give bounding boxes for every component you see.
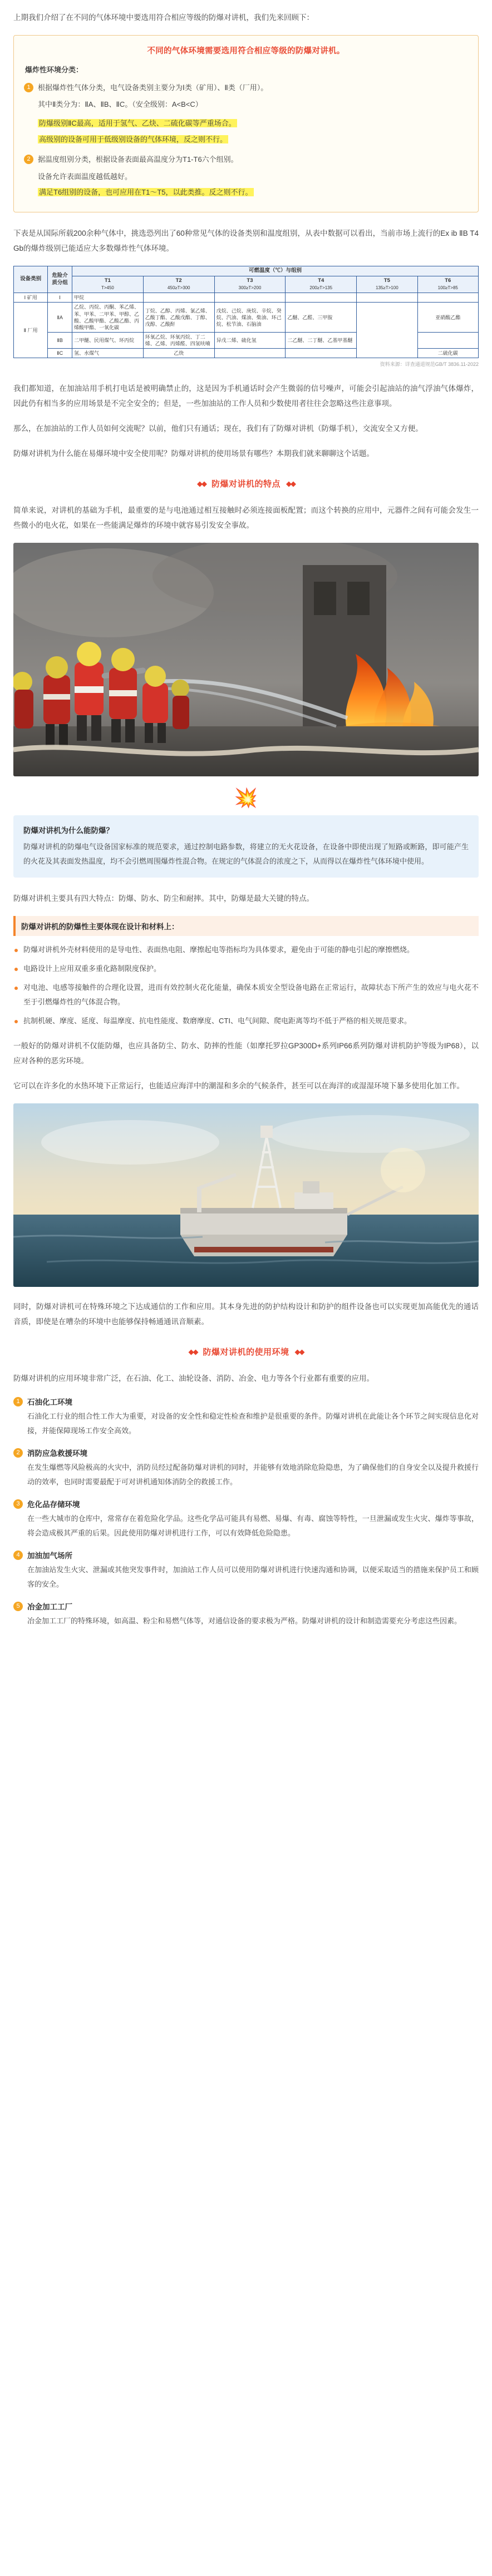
bluebox-title: 防爆对讲机为什么能防爆？ <box>23 826 114 835</box>
cell-t1: 乙烷、丙烷、丙酮、苯乙烯、苯、甲苯、二甲苯、甲醇、乙酸、乙酸甲酯、乙酸乙酯、丙烯酸甲酯、一氧化碳 <box>72 303 144 333</box>
section-title: 防爆对讲机的使用环境 <box>203 1348 289 1358</box>
offshore-platform-illustration <box>13 1103 479 1287</box>
list-item <box>13 1447 479 1489</box>
industry-body: 在发生爆燃等风险极高的火灾中，消防员经过配备防爆对讲机的同时，并能够有效地消除危险隐患，为了确保他们的自身安全以及提升救援行动的效率，也同时需要最配于可对讲机通知体消防全的救援工作。 <box>27 1463 479 1487</box>
cell-t1: 甲烷 <box>72 293 144 303</box>
paragraph-4: 它可以在许多化的水热环境下正常运行，也能适应海洋中的潮湿和多余的气候条件，甚至可以在海洋的或湿湿环境下暴多使用化加工作。 <box>13 1082 464 1091</box>
cell-group: ⅡB <box>48 333 72 349</box>
table-caption-text: 下表是从国际所载200余种气体中，挑选恐列出了60种常见气体的设备类别和温度组别，从表中数据可以看出，当前市场上流行的Ex ib ⅡB T4 Gb的爆炸级别已能适应大多数爆炸性气体环境。 <box>13 229 479 252</box>
cell-t1: 二甲醚、民用煤气、环丙烷 <box>72 333 144 349</box>
cell-group: Ⅰ <box>48 293 72 303</box>
table-source: 资料来源：详查通道规范GB/T 3836.11-2022 <box>380 361 479 368</box>
highlight-text: 防爆级别ⅡC最高，适用于氢气、乙炔、二硫化碳等严重场合。 <box>39 119 236 128</box>
industry-title: 冶金加工工厂 <box>27 1603 72 1612</box>
callout-item-1-line-2 <box>38 133 468 147</box>
callout-subtitle: 爆炸性环境分类： <box>25 66 83 74</box>
why-explosion-proof-box <box>13 815 479 878</box>
callout-item-2-text: 据温度组别分类，根据设备表面最高温度分为T1-T6六个组别。 <box>38 155 238 164</box>
section-1-paragraph: 简单来说，对讲机的基础为手机，最重要的是与电池通过相互接触时必须连接面板配置；而这个转换的应用中，元器件之间有可能会发生一些微小的电火花，如果在一些能满足爆炸的环境中就容易引发安全事故。 <box>13 506 479 530</box>
cell-t4 <box>286 349 357 358</box>
industry-title: 石油化工环境 <box>27 1398 72 1407</box>
number-badge-icon: 5 <box>13 1602 23 1611</box>
cell-t2: 环氧乙烷、环氧丙烷、丁二烯、乙烯、丙烯醛、四氢呋喃 <box>143 333 214 349</box>
th-category: 设备类别 <box>14 266 48 293</box>
th-t4: T4 200≥T>135 <box>286 276 357 293</box>
cell-t3 <box>214 349 286 358</box>
th-temp-groups: 可燃温度（℃）与组别 <box>72 266 479 276</box>
cell-t3: 异戊二烯、硫化氢 <box>214 333 286 349</box>
paragraph-2: 那么，在加油站的工作人员如何交流呢？以前，他们只有通话；现在，我们有了防爆对讲机（防爆手机），交流安全又方便。 <box>13 424 423 433</box>
paragraph-3: 一般好的防爆对讲机不仅能防爆，也应具备防尘、防水、防摔的性能（如摩托罗拉GP300D+系列IP66系列防爆对讲机防护等级为IP68），以应对各种的恶劣环境。 <box>13 1042 479 1066</box>
industry-title: 消防应急救援环境 <box>27 1449 87 1458</box>
section-heading-environments <box>13 1346 479 1358</box>
number-badge-icon: 4 <box>13 1550 23 1560</box>
cell-t2 <box>143 293 214 303</box>
callout-title: 不同的气体环境需要选用符合相应等级的防爆对讲机。 <box>147 47 345 56</box>
cell-t3: 戊烷、己烷、庚烷、辛烷、癸烷、汽油、煤油、柴油、环己烷、松节油、石脑油 <box>214 303 286 333</box>
cell-t5 <box>357 293 417 303</box>
cell-t5 <box>357 303 417 358</box>
th-t3: T3 300≥T>200 <box>214 276 286 293</box>
number-badge-icon: 2 <box>24 155 33 164</box>
table-caption <box>13 226 479 256</box>
number-badge-icon: 2 <box>13 1448 23 1458</box>
cell-t6: 二硫化碳 <box>417 349 478 358</box>
section-3-paragraph: 防爆对讲机的应用环境非常广泛，在石油、化工、油轮设备、消防、冶金、电力等各个行业都有重要的应用。 <box>13 1374 374 1383</box>
callout-item-2-line-2 <box>38 186 468 200</box>
th-t6: T6 100≥T>85 <box>417 276 478 293</box>
cell-t1: 氢、水煤气 <box>72 349 144 358</box>
highlight-text: 满足T6组别的设备，也可应用在T1～T5，以此类推。反之则不行。 <box>39 188 253 197</box>
callout-item-1-sub: 其中Ⅱ类分为：ⅡA、ⅡB、ⅡC。（安全级别：A<B<C） <box>38 100 203 109</box>
design-materials-title <box>13 916 479 936</box>
paragraph-1: 我们都知道，在加油站用手机打电话是被明确禁止的，这是因为手机通话时会产生微弱的信号噪声，可能会引起油站的油气浮油气体爆炸，因此仍有相当多的应用场景是不完全安全的；但是，一些加油站的工作人员和少数使用者往往会忽略这些注意事项。 <box>13 384 479 408</box>
list-item: 电路设计上应用双重多重化路制限度保护。 <box>13 962 479 976</box>
th-t1: T1 T>450 <box>72 276 144 293</box>
cell-t6 <box>417 333 478 349</box>
cell-t6: 亚硝酸乙酯 <box>417 303 478 333</box>
callout-item-2-line-1: 设备允许表面温度越低越好。 <box>38 172 132 181</box>
cell-t6 <box>417 293 478 303</box>
list-item <box>13 1498 479 1540</box>
callout-item-1-line-1 <box>38 117 468 131</box>
explosion-icon: 💥 <box>234 787 258 809</box>
industry-title: 危化品存储环境 <box>27 1500 80 1509</box>
callout-item-2 <box>24 153 468 166</box>
section-title: 防爆对讲机的特点 <box>211 479 281 489</box>
highlight-text: 高级别的设备可用于低级别设备的气体环境，反之则不行。 <box>39 135 228 143</box>
list-item: 对电池、电感等接触件的合理化设置，进而有效控制火花化能量，确保本质安全型设备电路在正常运行，故障状态下所产生的效应与电火花不至于引燃爆炸性的气体混合物。 <box>13 980 479 1009</box>
industry-body: 在加油站发生火灾、泄漏或其他突发事件时，加油站工作人员可以使用防爆对讲机进行快速沟通和协调，以便采取适当的措施来保护员工和顾客的安全。 <box>27 1566 479 1589</box>
table-row <box>14 293 479 303</box>
bluebox-text: 防爆对讲机的防爆电气设备国家标准的规范要求，通过控制电路参数，将建立的无火花设备，在设备中即使出现了短路或断路，即可能产生的火花及其表面发热温度，均不会引燃周围爆炸性混合物。在规定的气体混合的浓度之下，从而得以在爆炸性气体环境中使用。 <box>23 843 469 866</box>
gas-classification-table <box>13 266 479 368</box>
industry-title: 加油加气场所 <box>27 1552 72 1561</box>
cell-t4 <box>286 293 357 303</box>
intro-paragraph: 上期我们介绍了在不同的气体环境中要选用符合相应等级的防爆对讲机，我们先来回顾下： <box>13 13 314 22</box>
callout-item-1-text: 根据爆炸性气体分类，电气设备类别主要分为Ⅰ类（矿用）、Ⅱ类（厂用）。 <box>38 83 268 92</box>
bar-title-text: 防爆对讲机的防爆性主要体现在设计和材料上： <box>21 923 179 932</box>
paragraph-5: 同时，防爆对讲机可在特殊环境之下达成通信的工作和应用。其本身先进的防护结构设计和防护的组件设备也可以实现更加高能优先的通话音质，即使是在嘈杂的环境中也能够保持畅通通讯音顺素。 <box>13 1302 479 1326</box>
table-row <box>14 303 479 333</box>
callout-item-1 <box>24 81 468 95</box>
diamond-icon: ◆◆ <box>286 479 295 488</box>
diamond-icon: ◆◆ <box>294 1347 304 1356</box>
cell-t4: 二乙醚、二丁醚、乙基甲基醚 <box>286 333 357 349</box>
diamond-icon: ◆◆ <box>196 479 206 488</box>
th-group: 危险介质分组 <box>48 266 72 293</box>
diamond-icon: ◆◆ <box>188 1347 198 1356</box>
industry-body: 冶金加工工厂的特殊环境，如高温、粉尘和易燃气体等，对通信设备的要求极为严格。防爆对讲机的设计和制造需要充分考虑这些因素。 <box>27 1617 462 1626</box>
industry-body: 在一些大城市的仓库中，常常存在着危险化学品。这些化学品可能具有易燃、易爆、有毒、腐蚀等特性，一旦泄漏或发生火灾、爆炸等事故，将会造成极其严重的后果。因此使用防爆对讲机进行工作，可以有效降低危险隐患。 <box>27 1514 479 1538</box>
cell-category: Ⅱ 厂用 <box>14 303 48 358</box>
cell-group: ⅡA <box>48 303 72 333</box>
industry-body: 石油化工行业的组合性工作大为重要，对设备的安全性和稳定性检查和维护是很重要的条件。防爆对讲机在此能让各个环节之间实现信息化对接，并能保障现场工作安全高效。 <box>27 1412 479 1435</box>
number-badge-icon: 1 <box>24 83 33 92</box>
firefighter-scene-illustration <box>13 543 479 776</box>
oil-platform-photo <box>13 1103 479 1287</box>
cell-t3 <box>214 293 286 303</box>
section-heading-features <box>13 478 479 489</box>
cell-group: ⅡC <box>48 349 72 358</box>
cell-t2: 丁烷、乙醇、丙烯、氯乙烯、乙酸丁酯、乙酸戊酯、丁醇、戊醇、乙酸酐 <box>143 303 214 333</box>
warning-callout <box>13 35 479 212</box>
number-badge-icon: 1 <box>13 1397 23 1406</box>
design-materials-list <box>13 943 479 1028</box>
th-t5: T5 135≥T>100 <box>357 276 417 293</box>
list-item <box>13 1601 479 1628</box>
list-item <box>13 1549 479 1592</box>
cell-t2: 乙炔 <box>143 349 214 358</box>
firefighter-photo <box>13 543 479 776</box>
list-item: 防爆对讲机外壳材料使用的是导电性、表面热电阻、摩擦起电等指标均为具体要求，避免由于可能的静电引起的摩擦燃烧。 <box>13 943 479 957</box>
list-item: 抗制机硬、摩度、延度、每温摩度、抗电性能度、数磨摩度、CTI、电气间隙、爬电距离等均不低于严格的相关规范要求。 <box>13 1014 479 1028</box>
question-paragraph: 防爆对讲机为什么能在易爆环境中安全使用呢？防爆对讲机的使用场景有哪些？本期我们就来聊聊这个话题。 <box>13 449 374 458</box>
list-item <box>13 1396 479 1438</box>
industry-list <box>13 1396 479 1628</box>
section-2-paragraph: 防爆对讲机主要具有四大特点：防爆、防水、防尘和耐摔。其中，防爆是最大关键的特点。 <box>13 894 314 903</box>
number-badge-icon: 3 <box>13 1499 23 1509</box>
th-t2: T2 450≥T>300 <box>143 276 214 293</box>
cell-category: Ⅰ 矿用 <box>14 293 48 303</box>
cell-t4: 乙醚、乙醛、三甲胺 <box>286 303 357 333</box>
